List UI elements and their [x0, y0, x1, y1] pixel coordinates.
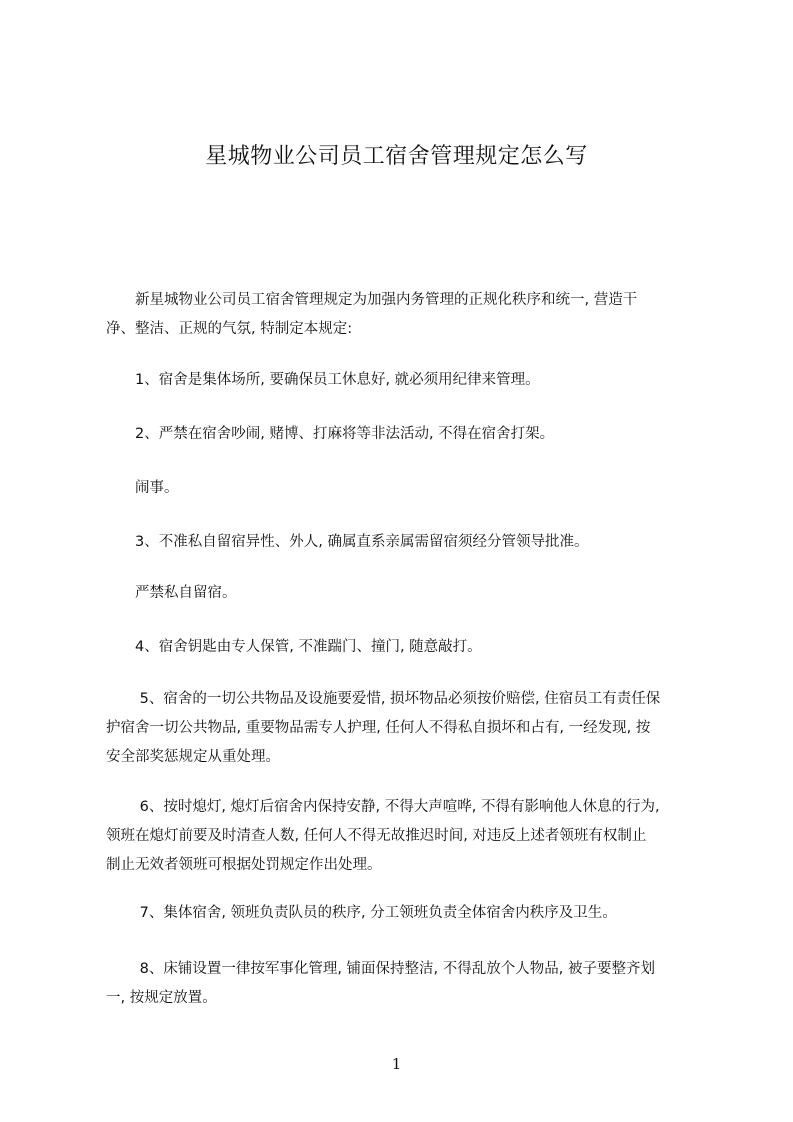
paragraph-line: 制止无效者领班可根据处罚规定作出处理。 [106, 857, 382, 873]
paragraph-line: 8、床铺设置一律按军事化管理, 铺面保持整洁, 不得乱放个人物品, 被子要整齐划 [106, 961, 655, 977]
rule-2-continuation [106, 474, 712, 503]
paragraph-line: 新星城物业公司员工宿舍管理规定为加强内务管理的正规化秩序和统一, 营造干 [106, 292, 638, 308]
rule-1-paragraph [106, 366, 712, 395]
paragraph-line: 6、按时熄灯, 熄灯后宿舍内保持安静, 不得大声喧哗, 不得有影响他人休息的行为, [106, 799, 660, 815]
page-number: 1 [391, 1055, 402, 1073]
intro-paragraph [106, 286, 712, 344]
paragraph-line: 1、宿舍是集体场所, 要确保员工休息好, 就必须用纪律来管理。 [106, 372, 540, 388]
paragraph-line: 7、集体宿舍, 领班负责队员的秩序, 分工领班负责全体宿舍内秩序及卫生。 [106, 905, 617, 921]
paragraph-line: 领班在熄灯前要及时清查人数, 任何人不得无故推迟时间, 对违反上述者领班有权制止 [106, 828, 647, 844]
paragraph-line: 净、整洁、正规的气氛, 特制定本规定: [106, 321, 353, 337]
paragraph-line: 安全部奖惩规定从重处理。 [106, 749, 280, 765]
rule-7-paragraph [106, 899, 712, 928]
paragraph-line: 闹事。 [106, 480, 179, 496]
paragraph-line: 严禁私自留宿。 [106, 585, 237, 601]
paragraph-line: 一, 按规定放置。 [106, 990, 217, 1006]
rule-6-paragraph [106, 793, 712, 880]
document-title: 星城物业公司员工宿舍管理规定怎么写 [205, 144, 588, 169]
paragraph-line: 2、严禁在宿舍吵闹, 赌博、打麻将等非法活动, 不得在宿舍打架。 [106, 426, 555, 442]
rule-5-paragraph [106, 685, 712, 772]
rule-4-paragraph [106, 633, 712, 662]
rule-3-paragraph [106, 528, 712, 557]
paragraph-line: 护宿舍一切公共物品, 重要物品需专人护理, 任何人不得私自损坏和占有, 一经发现, 按 [106, 720, 651, 736]
rule-3-continuation [106, 579, 712, 608]
rule-8-paragraph [106, 955, 712, 1013]
paragraph-line: 4、宿舍钥匙由专人保管, 不准踹门、撞门, 随意敲打。 [106, 639, 482, 655]
rule-2-paragraph [106, 420, 712, 449]
paragraph-line: 3、不准私自留宿异性、外人, 确属直系亲属需留宿须经分管领导批准。 [106, 534, 589, 550]
paragraph-line: 5、宿舍的一切公共物品及设施要爱惜, 损坏物品必须按价赔偿, 住宿员工有责任保 [106, 691, 661, 707]
